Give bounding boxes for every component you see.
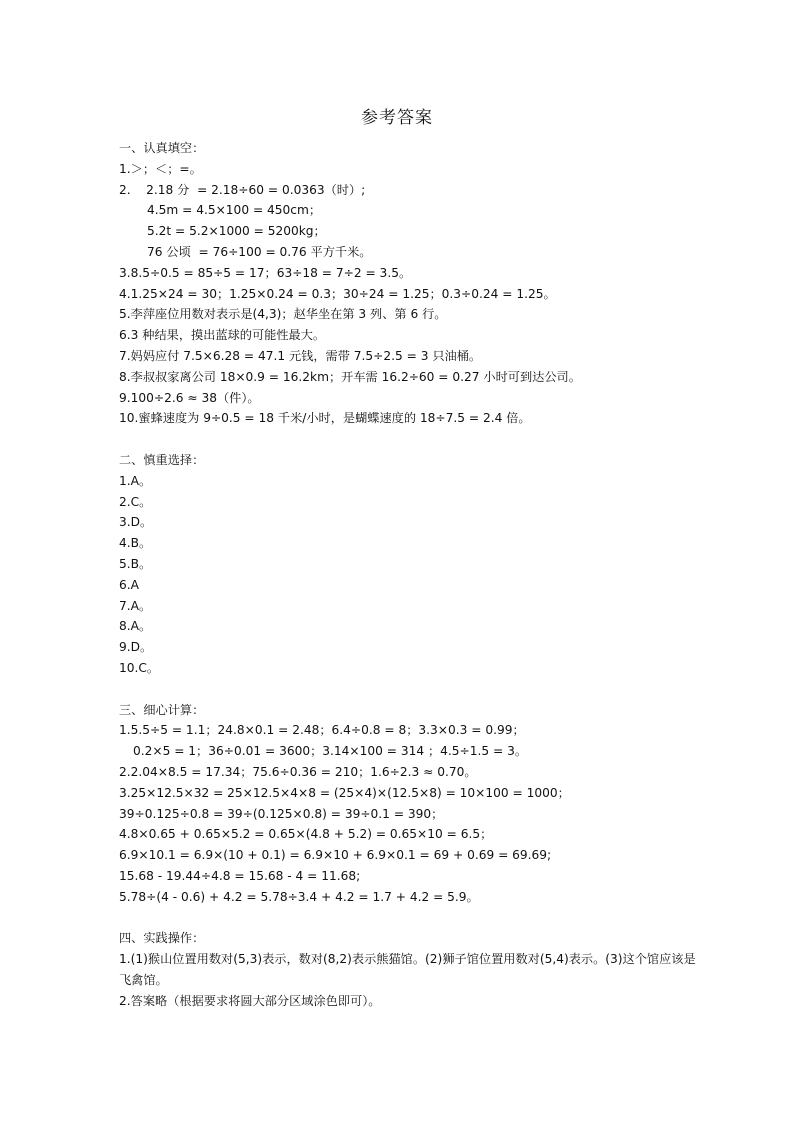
s1-line-13: 10.蜜蜂速度为 9÷0.5 = 18 千米/小时，是蝴蝶速度的 18÷7.5 = 2.4 倍。 [119,411,531,426]
s1-line-1: 1.＞；＜；=。 [119,161,202,176]
s3-line-8: 15.68 - 19.44÷4.8 = 15.68 - 4 = 11.68; [119,868,361,883]
s3-line-7: 6.9×10.1 = 6.9×(10 + 0.1) = 6.9×10 + 6.9×0.1 = 69 + 0.69 = 69.69; [119,848,552,863]
section2-heading: 二、慎重选择： [119,452,205,467]
s4-line-2: 2.答案略（根据要求将圆大部分区域涂色即可）。 [119,993,381,1008]
s1-line-6: 3.8.5÷0.5 = 85÷5 = 17；63÷18 = 7÷2 = 3.5。 [119,265,412,280]
s2-line-5: 5.B。 [119,556,152,571]
s1-line-4: 5.2t = 5.2×1000 = 5200kg； [147,224,326,239]
s1-line-2: 2. 2.18 分 = 2.18÷60 = 0.0363（时）; [119,182,366,197]
page-title: 参考答案 [361,108,433,128]
s1-line-10: 7.妈妈应付 7.5×6.28 = 47.1 元钱，需带 7.5÷2.5 = 3 只油桶。 [119,348,482,363]
spacer [119,429,699,450]
s1-line-11: 8.李叔叔家离公司 18×0.9 = 16.2km；开车需 16.2÷60 = 0.27 小时可到达公司。 [119,369,581,384]
spacer [119,907,699,928]
s3-line-5: 39÷0.125÷0.8 = 39÷(0.125×0.8) = 39÷0.1 = 390； [119,806,444,821]
s2-line-4: 4.B。 [119,536,152,551]
answer-content [119,138,699,1011]
s2-line-1: 1.A。 [119,473,152,488]
s3-line-4: 3.25×12.5×32 = 25×12.5×4×8 = (25×4)×(12.5×8) = 10×100 = 1000； [119,785,570,800]
s2-line-6: 6.A [119,577,139,592]
s2-line-10: 10.C。 [119,660,160,675]
s3-line-2: 0.2×5 = 1；36÷0.01 = 3600；3.14×100 = 314 ；4.5÷1.5 = 3。 [133,744,528,759]
s3-line-6: 4.8×0.65 + 0.65×5.2 = 0.65×(4.8 + 5.2) = 0.65×10 = 6.5； [119,827,493,842]
s3-line-3: 2.2.04×8.5 = 17.34；75.6÷0.36 = 210；1.6÷2.3 ≈ 0.70。 [119,764,477,779]
section1-heading: 一、认真填空： [119,141,205,155]
s1-line-8: 5.李萍座位用数对表示是(4,3)；赵华坐在第 3 列、第 6 行。 [119,307,447,322]
s1-line-9: 6.3 种结果，摸出蓝球的可能性最大。 [119,328,326,343]
s1-line-3: 4.5m = 4.5×100 = 450cm； [147,203,322,218]
s1-line-12: 9.100÷2.6 ≈ 38（件）。 [119,390,260,405]
s1-line-5: 76 公顷 = 76÷100 = 0.76 平方千米。 [147,244,372,259]
s2-line-8: 8.A。 [119,619,152,634]
s4-line-1: 1.(1)猴山位置用数对(5,3)表示，数对(8,2)表示熊猫馆。(2)狮子馆位置用数对(5,4)表示。(3)这个馆应该是飞禽馆。 [119,952,696,987]
s2-line-7: 7.A。 [119,598,152,613]
section4-heading: 四、实践操作： [119,931,205,946]
s2-line-2: 2.C。 [119,494,152,509]
s2-line-3: 3.D。 [119,515,153,530]
s3-line-1: 1.5.5÷5 = 1.1；24.8×0.1 = 2.48；6.4÷0.8 = 8；3.3×0.3 = 0.99； [119,723,525,738]
s1-line-7: 4.1.25×24 = 30；1.25×0.24 = 0.3；30÷24 = 1.25；0.3÷0.24 = 1.25。 [119,286,556,301]
s3-line-9: 5.78÷(4 - 0.6) + 4.2 = 5.78÷3.4 + 4.2 = 1.7 + 4.2 = 5.9。 [119,889,479,904]
spacer [119,679,699,700]
s2-line-9: 9.D。 [119,640,153,655]
section3-heading: 三、细心计算： [119,702,205,717]
